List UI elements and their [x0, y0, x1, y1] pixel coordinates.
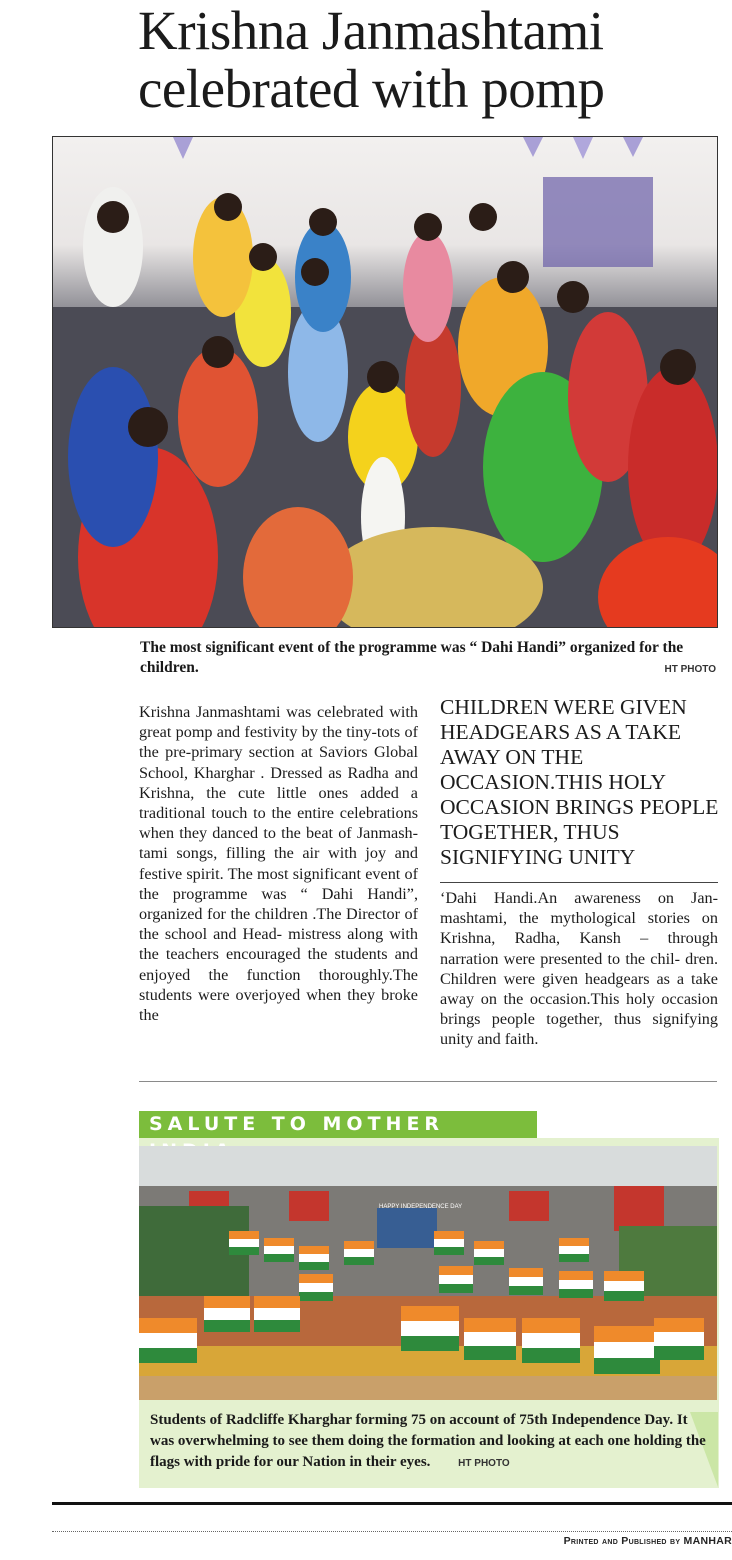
footer-imprint: Printed and Published by MANHAR: [563, 1535, 732, 1547]
photo-credit: HT PHOTO: [664, 664, 716, 675]
janmashtami-photo: [52, 136, 718, 628]
section-divider: [139, 1081, 717, 1082]
pull-quote-divider: [440, 882, 718, 883]
section-caption-text: Students of Radcliffe Kharghar forming 75 on account of 75th Independence Day. It was overwhelming to see them doing the formation and looking at each one holding the flags with pride for our Nation in their eyes.: [150, 1412, 706, 1470]
footer-dotted-rule: [52, 1531, 732, 1532]
article-headline: Krishna Janmashtami celebrated with pomp: [138, 0, 605, 119]
footer-rule: [52, 1502, 732, 1505]
section-label: SALUTE TO MOTHER: [139, 1111, 537, 1138]
article-body-right: ‘Dahi Handi.An awareness on Jan- mashtami, the mythological stories on Krishna, Radha, Kansh – through narration were presented to the chil- dren. Children were given headgears as a take away on the occasion.This holy occasion brings people together, thus signifying unity and faith.: [440, 889, 718, 1049]
independence-day-photo: [139, 1146, 717, 1400]
banner-text: HAPPY INDEPENDENCE DAY: [379, 1204, 463, 1210]
pull-quote: CHILDREN WERE GIVEN HEADGEARS AS A TAKE AWAY ON THE OCCASION.THIS HOLY OCCASION BRINGS PEOPLE TOGETHER, THUS SIGNIFYING UNITY: [440, 695, 719, 869]
section-photo-caption: [150, 1410, 710, 1474]
section-photo-credit: HT PHOTO: [458, 1458, 510, 1469]
janmashtami-photo-illustration: [53, 137, 717, 627]
photo-caption: The most significant event of the programme was “ Dahi Handi” organized for the children.: [140, 639, 684, 676]
article-body-left: Krishna Janmashtami was celebrated with great pomp and festivity by the tiny-tots of the pre-primary section at Saviors Global School, Kharghar . Dressed as Radha and Krishna, the cute little ones added a traditional touch to the entire celebrations when they danced to the beat of Janmash- tami songs, filling the air with joy and festive spirit. The most significant event of the programme was “ Dahi Handi”, organized for the children .The Director of the school and Head- mistress along with the teachers encouraged the students and enjoyed the function thoroughly.The students were overjoyed when they broke the: [139, 703, 418, 1025]
independence-day-photo-illustration: [139, 1146, 717, 1400]
banner: [377, 1208, 437, 1248]
